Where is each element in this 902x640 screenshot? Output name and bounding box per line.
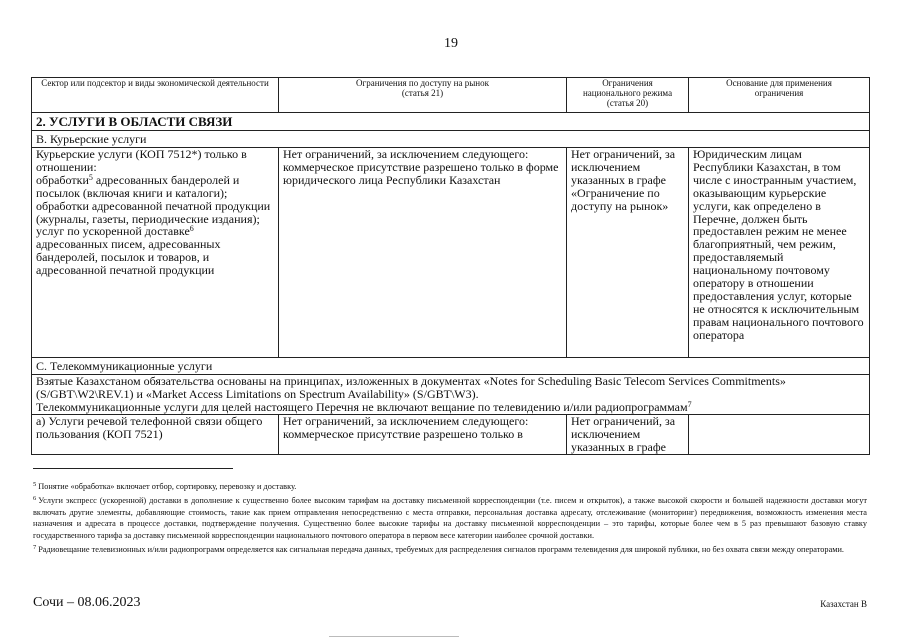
telecom-a-market-cell: Нет ограничений, за исключением следующего: коммерческое присутствие разрешено только в xyxy=(279,415,567,455)
courier-national-treatment-cell: Нет ограничений, за исключением указанных в графе «Ограничение по доступу на рынок» xyxy=(567,148,689,358)
telecom-subheading: C. Телекоммуникационные услуги xyxy=(32,358,870,375)
section-title: 2. УСЛУГИ В ОБЛАСТИ СВЯЗИ xyxy=(32,113,870,131)
scan-edge-mark xyxy=(329,636,459,640)
telecom-intro-text-2: Телекоммуникационные услуги для целей настоящего Перечня не включают вещание по телевидению и/или радиопрограммам$^7$ xyxy=(36,400,692,414)
footnotes xyxy=(33,479,867,556)
telecom-subheading-row xyxy=(32,358,870,375)
header-national-treatment: Ограничения национального режима (статья 20) xyxy=(567,78,689,113)
telecom-a-national-cell: Нет ограничений, за исключением указанных в графе xyxy=(567,415,689,455)
telecom-intro-text-1: Взятые Казахстаном обязательства основаны на принципах, изложенных в документах «Notes for Scheduling Basic Telecom Services Commitments» (S/GBT\W2\REV.1) и «Market Access Limitations on Spectrum Availability» (S/GBT\W3). xyxy=(36,374,786,401)
courier-basis-cell: Юридическим лицам Республики Казахстан, в том числе с иностранным участием, оказывающим курьерские услуги, как определено в Перечне, должен быть предоставлен режим не менее благоприятный, чем режим, предоставляемый национальному почтовому оператору в отношении предоставления услуг, которые не относятся к исключительным правам национального почтового оператора xyxy=(689,148,870,358)
telecom-intro-row xyxy=(32,375,870,415)
page-number: 19 xyxy=(444,36,458,51)
footer-location-date: Сочи – 08.06.2023 xyxy=(33,595,141,610)
header-market-access: Ограничения по доступу на рынок (статья 21) xyxy=(279,78,567,113)
courier-subheading: B. Курьерские услуги xyxy=(32,131,870,148)
table-header-row xyxy=(32,78,870,113)
telecom-intro-cell xyxy=(32,375,870,415)
footnote-6: $^6$ Услуги экспресс (ускоренной) доставки в дополнение к существенно более высоким тарифам на доставку письменной корреспонденции (т.е. писем и открыток), а также высокой скорости и большей надежности доставки могут включать другие элементы, добавляющие стоимость, такие как прием отправления непосредственно с места отправки, персональная доставка адресату, отслеживание (мониторинг) передвижения, возможность изменения места назначения и адресата в процессе доставки, подтверждение получения. Существенно более высокие тарифы на доставку письменной корреспонденции – это тарифы, которые более чем в 5 раз превышают базовую ставку государственного тарифа за доставку письменной корреспонденции национального почтового оператора в первом весе категории наиболее срочной доставки. xyxy=(33,494,867,541)
footnote-7: $^7$ Радиовещание телевизионных и/или радиопрограмм определяется как сигнальная передача данных, требуемых для распределения сигналов программ телевидения для широкой публики, но без охвата связи между операторами. xyxy=(33,543,845,554)
commitments-table xyxy=(31,77,870,455)
footnote-divider xyxy=(33,468,233,469)
footnote-5: $^5$ Понятие «обработка» включает отбор, сортировку, перевозку и доставку. xyxy=(33,481,297,491)
header-basis: Основание для применения ограничения xyxy=(689,78,870,113)
courier-subheading-row xyxy=(32,131,870,148)
section-title-row xyxy=(32,113,870,131)
telecom-row-a xyxy=(32,415,870,455)
courier-row xyxy=(32,148,870,358)
footer-document-id: Казахстан B xyxy=(820,599,867,609)
telecom-a-basis-cell xyxy=(689,415,870,455)
courier-sector-cell: Курьерские услуги (КОП 7512*) только в отношении: обработки$^5$ адресованных бандеролей и посылок (включая книги и каталоги); обработки адресованной печатной продукции (журналы, газеты, периодические издания); услуг по ускоренной доставке$^6$ адресованных писем, адресованных бандеролей, посылок и товаров, и адресованной печатной продукции xyxy=(32,148,279,358)
courier-market-access-cell: Нет ограничений, за исключением следующего: коммерческое присутствие разрешено только в форме юридического лица Республики Казахстан xyxy=(279,148,567,358)
telecom-a-sector-cell: а) Услуги речевой телефонной связи общего пользования (КОП 7521) xyxy=(32,415,279,455)
header-sector: Сектор или подсектор и виды экономической деятельности xyxy=(32,78,279,113)
